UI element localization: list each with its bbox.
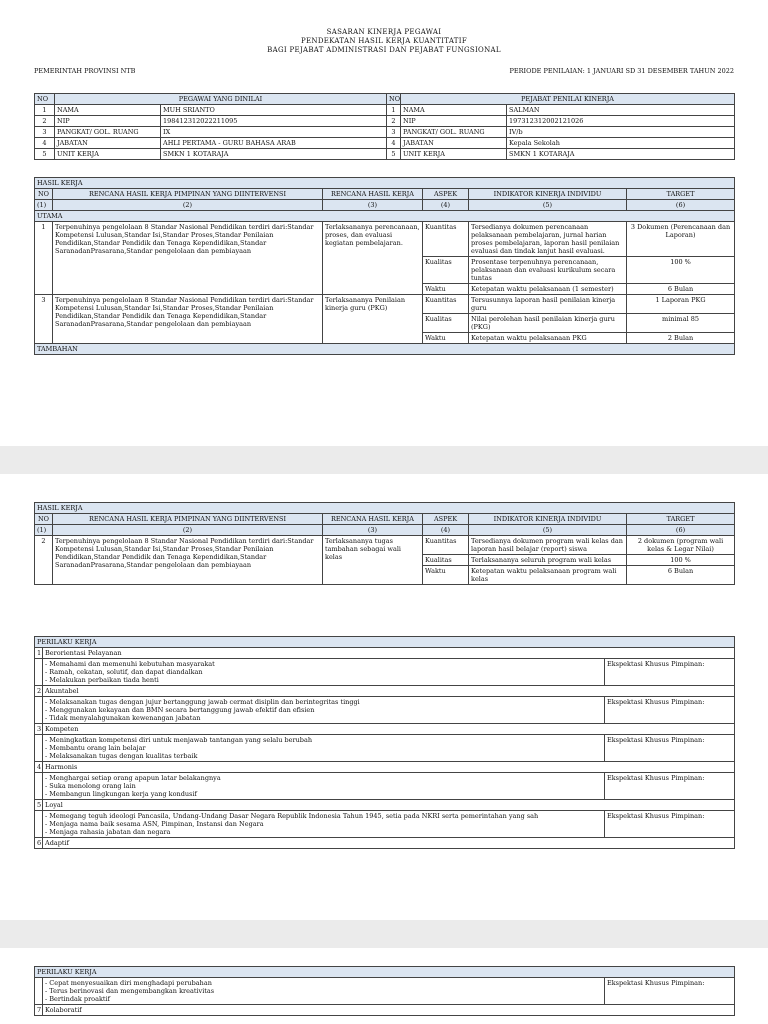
header-subtitle: PENDEKATAN HASIL KERJA KUANTITATIF (301, 37, 467, 45)
col-no: NO (35, 514, 53, 525)
behavior-point: - Meningkatkan kompetensi diri untuk menjawab tantangan yang selalu berubah (45, 736, 313, 744)
utama-label: UTAMA (35, 211, 735, 222)
col-num: (3) (323, 525, 423, 536)
behavior-point: - Memahami dan memenuhi kebutuhan masyarakat (45, 660, 215, 668)
behavior-detail-row (35, 811, 735, 838)
item-no: 3 (35, 295, 53, 344)
hasil-kerja-title: HASIL KERJA (35, 503, 735, 514)
rhk-pimpinan-text: Terpenuhinya pengelolaan 8 Standar Nasional Pendidikan terdiri dari:Standar Kompetensi Lulusan,Standar Isi,Standar Proses,Standar Penilaian Pendidikan,Standar Pendidik dan Tenaga Kependidikan,Standar SaranadanPrasarana,Standar pengelolaan dan pembiayaan (53, 295, 323, 344)
behavior-points (43, 978, 605, 1005)
section-title-row (35, 503, 735, 514)
behavior-row (35, 648, 735, 659)
indikator: Prosentase terpenuhnya perencanaan, pelaksanaan dan evaluasi kurikulum secara tuntas (469, 257, 627, 284)
target: 100 % (627, 555, 735, 566)
section-title-row (35, 178, 735, 189)
perilaku-kerja-table-continued (34, 966, 735, 1016)
tambahan-label: TAMBAHAN (35, 344, 735, 355)
behavior-detail-row (35, 659, 735, 686)
rhk-text: Terlaksananya Penilaian kinerja guru (PKG) (323, 295, 423, 344)
row-label: NAMA (401, 105, 507, 116)
identity-row (35, 138, 735, 149)
col-num: (5) (469, 200, 627, 211)
behavior-points (43, 773, 605, 800)
identity-row (35, 105, 735, 116)
behavior-name: Loyal (43, 800, 735, 811)
target: 6 Bulan (627, 284, 735, 295)
row-no: 2 (35, 116, 55, 127)
page-3 (0, 948, 768, 1024)
col-no: NO (35, 189, 53, 200)
behavior-row (35, 800, 735, 811)
indikator: Tersedianya dokumen perencanaan pelaksanaan pembelajaran, jurnal harian proses pembelajaran, laporan hasil penilaian evaluasi dan tindak lanjut hasil evaluasi. (469, 222, 627, 257)
behavior-point: - Tidak menyalahgunakan kewenangan jabatan (45, 714, 201, 722)
target: 2 Bulan (627, 333, 735, 344)
behavior-name: Kompeten (43, 724, 735, 735)
col-target: TARGET (627, 514, 735, 525)
row-no: 3 (387, 127, 401, 138)
indikator: Tersusunnya laporan hasil penilaian kinerja guru (469, 295, 627, 314)
behavior-detail-row (35, 697, 735, 724)
penilai-value: IV/b (507, 127, 735, 138)
behavior-point: - Ramah, cekatan, solutif, dan dapat diandalkan (45, 668, 203, 676)
row-no: 5 (387, 149, 401, 160)
instansi-label: PEMERINTAH PROVINSI NTB (34, 67, 136, 75)
penilai-value: 197312312002121026 (507, 116, 735, 127)
penilai-value: Kepala Sekolah (507, 138, 735, 149)
item-no: 2 (35, 536, 53, 585)
target: 2 dokumen (program wali kelas & Legar Nilai) (627, 536, 735, 555)
behavior-name: Harmonis (43, 762, 735, 773)
behavior-no: 1 (35, 648, 43, 659)
row-label: NAMA (55, 105, 161, 116)
col-aspek: ASPEK (423, 514, 469, 525)
document-header (0, 0, 768, 55)
aspek: Kualitas (423, 314, 469, 333)
behavior-point: - Melaksanakan tugas dengan jujur bertanggung jawab cermat disiplin dan berintegritas tinggi (45, 698, 360, 706)
hasil-kerja-table-continued (34, 502, 735, 585)
behavior-points (43, 735, 605, 762)
col-num: (4) (423, 525, 469, 536)
identity-table (34, 93, 735, 160)
behavior-point: - Membantu orang lain belajar (45, 744, 146, 752)
behavior-point: - Suka menolong orang lain (45, 782, 136, 790)
behavior-point: - Melakukan perbaikan tiada henti (45, 676, 159, 684)
behavior-point: - Melaksanakan tugas dengan kualitas terbaik (45, 752, 198, 760)
identity-row (35, 116, 735, 127)
aspek: Waktu (423, 566, 469, 585)
indikator: Ketepatan waktu pelaksanaan (1 semester) (469, 284, 627, 295)
ekspektasi-label: Ekspektasi Khusus Pimpinan: (605, 978, 735, 1005)
col-num: (6) (627, 200, 735, 211)
indikator: Ketepatan waktu pelaksanaan program wali kelas (469, 566, 627, 585)
behavior-row (35, 762, 735, 773)
behavior-no: 4 (35, 762, 43, 773)
no-header: NO (35, 94, 55, 105)
pejabat-penilai-header: PEJABAT PENILAI KINERJA (401, 94, 735, 105)
aspek: Waktu (423, 284, 469, 295)
identity-row (35, 149, 735, 160)
behavior-points (43, 659, 605, 686)
behavior-points (43, 697, 605, 724)
behavior-point: - Menjaga nama baik sesama ASN, Pimpinan, Instansi dan Negara (45, 820, 264, 828)
row-label: UNIT KERJA (55, 149, 161, 160)
table-row (35, 222, 735, 257)
hasil-kerja-table (34, 177, 735, 355)
column-header-row (35, 189, 735, 200)
behavior-point: - Memegang teguh ideologi Pancasila, Undang-Undang Dasar Negara Republik Indonesia Tahun 1945, setia pada NKRI serta pemerintahan yang sah (45, 812, 539, 820)
col-indikator: INDIKATOR KINERJA INDIVIDU (469, 514, 627, 525)
col-aspek: ASPEK (423, 189, 469, 200)
no-header: NO (387, 94, 401, 105)
header-title: SASARAN KINERJA PEGAWAI (326, 28, 442, 36)
behavior-point: - Membangun lingkungan kerja yang kondusif (45, 790, 197, 798)
row-label: PANGKAT/ GOL. RUANG (401, 127, 507, 138)
aspek: Waktu (423, 333, 469, 344)
ekspektasi-label: Ekspektasi Khusus Pimpinan: (605, 735, 735, 762)
rhk-text: Terlaksananya tugas tambahan sebagai wali kelas (323, 536, 423, 585)
col-num: (5) (469, 525, 627, 536)
col-indikator: INDIKATOR KINERJA INDIVIDU (469, 189, 627, 200)
hasil-kerja-title: HASIL KERJA (35, 178, 735, 189)
rhk-pimpinan-text: Terpenuhinya pengelolaan 8 Standar Nasional Pendidikan terdiri dari:Standar Kompetensi Lulusan,Standar Isi,Standar Proses,Standar Penilaian Pendidikan,Standar Pendidik dan Tenaga Kependidikan,Standar SaranadanPrasarana,Standar pengelolaan dan pembiayaan (53, 536, 323, 585)
header-subtitle-2: BAGI PEJABAT ADMINISTRASI DAN PEJABAT FUNGSIONAL (267, 46, 501, 54)
aspek: Kualitas (423, 257, 469, 284)
col-rhk: RENCANA HASIL KERJA (323, 514, 423, 525)
identity-header-row (35, 94, 735, 105)
table-row (35, 536, 735, 555)
target: 3 Dokumen (Perencanaan dan Laporan) (627, 222, 735, 257)
behavior-detail-row (35, 735, 735, 762)
target: minimal 85 (627, 314, 735, 333)
row-label: JABATAN (401, 138, 507, 149)
rhk-pimpinan-text: Terpenuhinya pengelolaan 8 Standar Nasional Pendidikan terdiri dari:Standar Kompetensi Lulusan,Standar Isi,Standar Proses,Standar Penilaian Pendidikan,Standar Pendidik dan Tenaga Kependidikan,Standar SaranadanPrasarana,Standar pengelolaan dan pembiayaan (53, 222, 323, 295)
col-num: (6) (627, 525, 735, 536)
target: 1 Laporan PKG (627, 295, 735, 314)
row-no: 4 (35, 138, 55, 149)
behavior-detail-row (35, 773, 735, 800)
row-no: 3 (35, 127, 55, 138)
behavior-name: Akuntabel (43, 686, 735, 697)
behavior-name: Berorientasi Pelayanan (43, 648, 735, 659)
perilaku-kerja-title: PERILAKU KERJA (35, 967, 735, 978)
col-num: (1) (35, 200, 53, 211)
behavior-point: - Menghargai setiap orang apapun latar belakangnya (45, 774, 221, 782)
page-1 (0, 0, 768, 446)
indikator: Nilai perolehan hasil penilaian kinerja guru (PKG) (469, 314, 627, 333)
behavior-no: 7 (35, 1005, 43, 1016)
col-num: (2) (53, 525, 323, 536)
table-row (35, 295, 735, 314)
ekspektasi-label: Ekspektasi Khusus Pimpinan: (605, 659, 735, 686)
ekspektasi-label: Ekspektasi Khusus Pimpinan: (605, 811, 735, 838)
rhk-text: Terlaksananya perencanaan, proses, dan evaluasi kegiatan pembelajaran. (323, 222, 423, 295)
ekspektasi-label: Ekspektasi Khusus Pimpinan: (605, 697, 735, 724)
behavior-no: 5 (35, 800, 43, 811)
penilai-value: SALMAN (507, 105, 735, 116)
section-title-row (35, 967, 735, 978)
row-no: 1 (387, 105, 401, 116)
aspek: Kuantitas (423, 222, 469, 257)
row-no: 1 (35, 105, 55, 116)
meta-row (34, 67, 734, 77)
aspek: Kuantitas (423, 295, 469, 314)
col-num: (2) (53, 200, 323, 211)
indikator: Ketepatan waktu pelaksanaan PKG (469, 333, 627, 344)
behavior-row (35, 724, 735, 735)
pegawai-value: AHLI PERTAMA - GURU BAHASA ARAB (161, 138, 387, 149)
col-rhk-pimpinan: RENCANA HASIL KERJA PIMPINAN YANG DIINTERVENSI (53, 189, 323, 200)
row-label: NIP (401, 116, 507, 127)
behavior-points (43, 811, 605, 838)
section-title-row (35, 637, 735, 648)
pegawai-value: 198412312022211095 (161, 116, 387, 127)
behavior-point: - Bertindak proaktif (45, 995, 111, 1003)
indikator: Tersedianya dokumen program wali kelas dan laporan hasil belajar (report) siswa (469, 536, 627, 555)
behavior-point: - Terus berinovasi dan mengembangkan kreativitas (45, 987, 215, 995)
behavior-point: - Cepat menyesuaikan diri menghadapi perubahan (45, 979, 212, 987)
behavior-no: 6 (35, 838, 43, 849)
target: 100 % (627, 257, 735, 284)
row-no: 4 (387, 138, 401, 149)
behavior-no: 2 (35, 686, 43, 697)
utama-row (35, 211, 735, 222)
pegawai-dinilai-header: PEGAWAI YANG DINILAI (55, 94, 387, 105)
pegawai-value: MUH SRIANTO (161, 105, 387, 116)
page-2 (0, 474, 768, 920)
behavior-name: Adaptif (43, 838, 735, 849)
behavior-point: - Menjaga rahasia jabatan dan negara (45, 828, 171, 836)
col-rhk-pimpinan: RENCANA HASIL KERJA PIMPINAN YANG DIINTERVENSI (53, 514, 323, 525)
column-header-row (35, 514, 735, 525)
row-label: NIP (55, 116, 161, 127)
ekspektasi-label: Ekspektasi Khusus Pimpinan: (605, 773, 735, 800)
row-no: 5 (35, 149, 55, 160)
aspek: Kuantitas (423, 536, 469, 555)
col-num: (1) (35, 525, 53, 536)
identity-row (35, 127, 735, 138)
pegawai-value: SMKN 1 KOTARAJA (161, 149, 387, 160)
row-label: JABATAN (55, 138, 161, 149)
behavior-row (35, 686, 735, 697)
aspek: Kualitas (423, 555, 469, 566)
row-label: UNIT KERJA (401, 149, 507, 160)
penilai-value: SMKN 1 KOTARAJA (507, 149, 735, 160)
row-label: PANGKAT/ GOL. RUANG (55, 127, 161, 138)
behavior-row (35, 1005, 735, 1016)
col-rhk: RENCANA HASIL KERJA (323, 189, 423, 200)
behavior-name: Kolaboratif (43, 1005, 735, 1016)
row-no: 2 (387, 116, 401, 127)
behavior-point: - Menggunakan kekayaan dan BMN secara bertanggung jawab efektif dan efisien (45, 706, 315, 714)
target: 6 Bulan (627, 566, 735, 585)
column-number-row (35, 525, 735, 536)
periode-label: PERIODE PENILAIAN: 1 JANUARI SD 31 DESEMBER TAHUN 2022 (509, 67, 734, 75)
behavior-no: 3 (35, 724, 43, 735)
behavior-row (35, 838, 735, 849)
behavior-detail-row (35, 978, 735, 1005)
perilaku-kerja-table (34, 636, 735, 849)
col-num: (3) (323, 200, 423, 211)
pegawai-value: IX (161, 127, 387, 138)
item-no: 1 (35, 222, 53, 295)
perilaku-kerja-title: PERILAKU KERJA (35, 637, 735, 648)
col-target: TARGET (627, 189, 735, 200)
indikator: Terlaksananya seluruh program wali kelas (469, 555, 627, 566)
col-num: (4) (423, 200, 469, 211)
tambahan-row (35, 344, 735, 355)
column-number-row (35, 200, 735, 211)
